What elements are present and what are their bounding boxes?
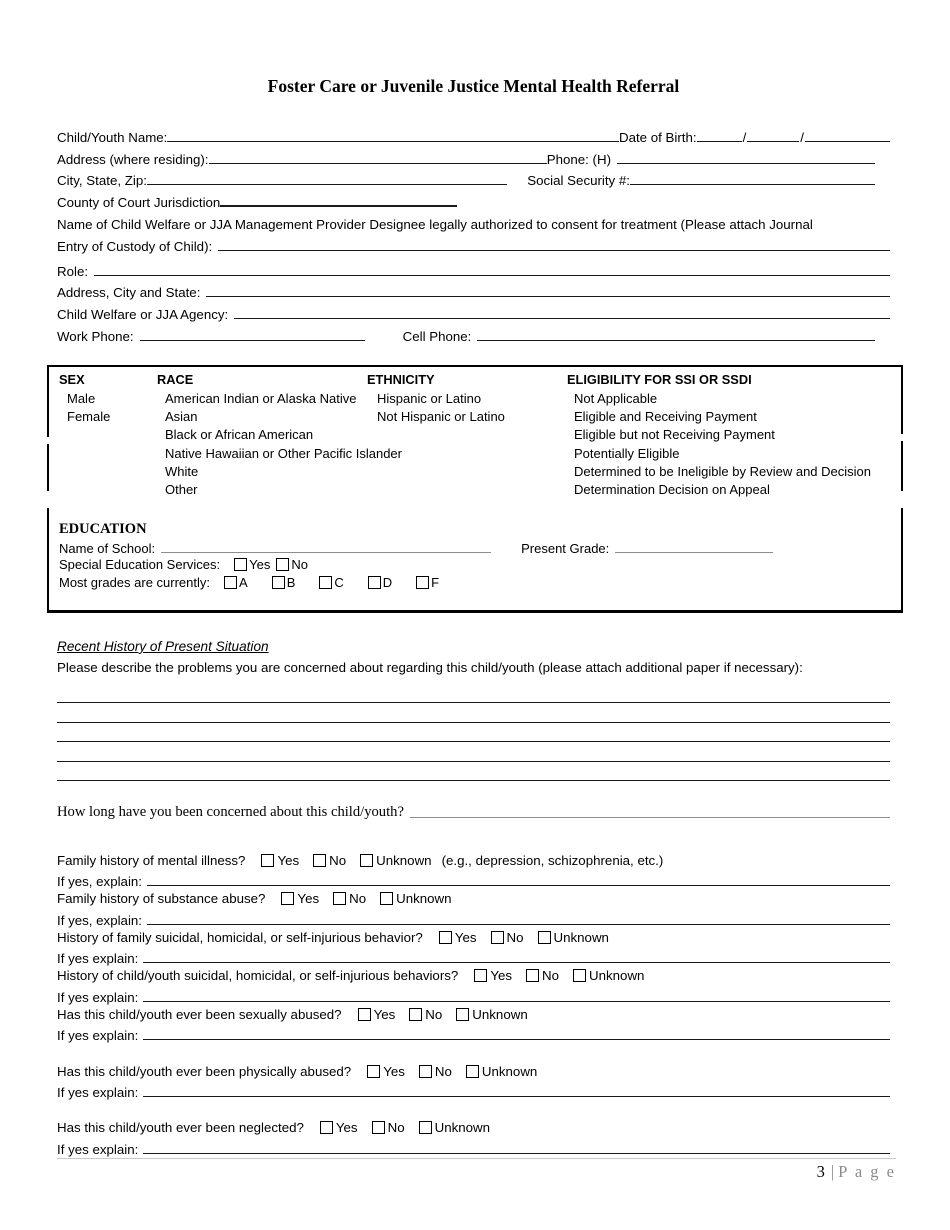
yes-checkbox[interactable]	[474, 969, 487, 982]
footer-separator: |	[830, 1162, 835, 1181]
role-label: Role:	[57, 263, 89, 279]
unknown-checkbox[interactable]	[456, 1008, 469, 1021]
dob-separator: /	[742, 129, 747, 145]
question-row	[57, 928, 890, 947]
question-label: History of child/youth suicidal, homicidal, or self-injurious behaviors?	[57, 968, 459, 984]
grade-c-checkbox[interactable]	[319, 576, 332, 589]
explain-line[interactable]	[143, 962, 890, 963]
school-line[interactable]	[161, 552, 491, 553]
explain-label: If yes explain:	[57, 989, 139, 1005]
child-name-label: Child/Youth Name:	[57, 129, 168, 145]
yes-checkbox[interactable]	[281, 892, 294, 905]
sex-option-female[interactable]: Female	[67, 409, 111, 425]
explain-label: If yes, explain:	[57, 912, 142, 928]
question-label: Has this child/youth ever been neglected?	[57, 1120, 304, 1136]
sped-yes-checkbox[interactable]	[234, 558, 247, 571]
no-label: No	[542, 968, 560, 984]
ethnicity-header: ETHNICITY	[367, 371, 435, 387]
explain-line[interactable]	[143, 1096, 890, 1097]
grade-b-checkbox[interactable]	[272, 576, 285, 589]
explain-row	[57, 908, 890, 927]
explain-label: If yes explain:	[57, 1028, 139, 1044]
unknown-label: Unknown	[472, 1006, 528, 1022]
field-row-address-phone	[57, 145, 875, 167]
question-label: Family history of substance abuse?	[57, 891, 266, 907]
no-checkbox[interactable]	[313, 854, 326, 867]
explain-label: If yes explain:	[57, 951, 139, 967]
no-label: No	[387, 1120, 405, 1136]
unknown-checkbox[interactable]	[380, 892, 393, 905]
race-option[interactable]: Native Hawaiian or Other Pacific Islander	[165, 445, 402, 461]
race-option[interactable]: Black or African American	[165, 427, 314, 443]
question-row	[57, 1118, 890, 1137]
grade-f-checkbox[interactable]	[416, 576, 429, 589]
no-checkbox[interactable]	[419, 1065, 432, 1078]
grade-c-label: C	[334, 575, 344, 591]
field-row-custody	[57, 232, 890, 254]
unknown-label: Unknown	[589, 968, 645, 984]
yes-label: Yes	[490, 968, 513, 984]
unknown-checkbox[interactable]	[419, 1121, 432, 1134]
no-checkbox[interactable]	[491, 931, 504, 944]
address-city-state-label: Address, City and State:	[57, 285, 201, 301]
school-label: Name of School:	[59, 540, 156, 556]
grades-row	[59, 574, 901, 592]
border-gap-right	[901, 434, 903, 441]
questions-section	[57, 850, 890, 1156]
concern-duration-line[interactable]	[410, 817, 890, 818]
unknown-checkbox[interactable]	[466, 1065, 479, 1078]
demographics-box	[47, 365, 903, 497]
field-row-phones	[57, 322, 875, 344]
work-phone-line[interactable]	[140, 340, 365, 341]
field-row-role	[57, 257, 890, 279]
address-line[interactable]	[209, 163, 547, 164]
yes-checkbox[interactable]	[261, 854, 274, 867]
grade-a-label: A	[239, 575, 248, 591]
eligibility-header: ELIGIBILITY FOR SSI OR SSDI	[567, 371, 752, 387]
race-option[interactable]: American Indian or Alaska Native	[165, 390, 357, 406]
sex-column	[59, 372, 157, 491]
city-state-zip-label: City, State, Zip:	[57, 173, 147, 189]
grade-b-label: B	[286, 575, 296, 591]
sped-label: Special Education Services:	[59, 557, 221, 573]
sped-yes-label: Yes	[249, 557, 271, 573]
eligibility-option[interactable]: Potentially Eligible	[574, 445, 680, 461]
sex-option-male[interactable]: Male	[67, 390, 96, 406]
question-label: Family history of mental illness?	[57, 852, 246, 868]
question-row	[57, 1005, 890, 1024]
grade-a-checkbox[interactable]	[224, 576, 237, 589]
page-footer	[57, 1158, 896, 1182]
page-title: Foster Care or Juvenile Justice Mental Health Referral	[267, 76, 680, 96]
phone-home-line[interactable]	[617, 163, 875, 164]
no-label: No	[349, 891, 367, 907]
explain-label: If yes explain:	[57, 1141, 139, 1157]
phone-home-label: Phone: (H)	[546, 151, 611, 167]
dob-separator: /	[800, 129, 804, 145]
dob-year-line[interactable]	[805, 141, 890, 142]
no-label: No	[329, 852, 347, 868]
yes-label: Yes	[373, 1006, 396, 1022]
writing-line[interactable]	[57, 762, 890, 782]
field-row-name-dob	[57, 123, 890, 145]
no-label: No	[506, 929, 524, 945]
no-label: No	[425, 1006, 443, 1022]
ethnicity-option[interactable]: Not Hispanic or Latino	[377, 409, 505, 425]
unknown-label: Unknown	[481, 1063, 538, 1079]
yes-checkbox[interactable]	[367, 1065, 380, 1078]
explain-line[interactable]	[147, 924, 890, 925]
child-name-line[interactable]	[167, 141, 619, 142]
consent-paragraph-line1	[57, 210, 890, 232]
question-label: Has this child/youth ever been sexually abused?	[57, 1006, 342, 1022]
grade-d-label: D	[382, 575, 393, 591]
eligibility-option[interactable]: Eligible but not Receiving Payment	[574, 427, 775, 443]
question-row	[57, 889, 890, 908]
race-option[interactable]: Asian	[165, 409, 198, 425]
education-box	[47, 508, 903, 613]
consent-text: Name of Child Welfare or JJA Management Provider Designee legally authorized to consent for treatment (Please attach Journal	[57, 216, 813, 232]
race-option[interactable]: Other	[165, 481, 198, 497]
ethnicity-column	[367, 372, 567, 491]
eligibility-option[interactable]: Not Applicable	[574, 390, 658, 406]
sped-row	[59, 556, 901, 574]
explain-line[interactable]	[143, 1039, 890, 1040]
field-row-agency	[57, 300, 890, 322]
field-row-county	[57, 188, 890, 210]
explain-label: If yes, explain:	[57, 874, 142, 890]
no-checkbox[interactable]	[333, 892, 346, 905]
city-state-zip-line[interactable]	[147, 184, 507, 185]
work-phone-label: Work Phone:	[57, 328, 134, 344]
present-grade-label: Present Grade:	[521, 540, 610, 556]
concern-duration-row	[57, 804, 890, 821]
border-gap-left	[47, 437, 49, 444]
grade-d-checkbox[interactable]	[368, 576, 381, 589]
sex-header: SEX	[59, 371, 85, 387]
unknown-label: Unknown	[376, 852, 432, 868]
eligibility-option[interactable]: Determination Decision on Appeal	[574, 481, 770, 497]
question-label: History of family suicidal, homicidal, or self-injurious behavior?	[57, 929, 423, 945]
footer-page-word: P a g e	[838, 1162, 896, 1181]
yes-label: Yes	[277, 852, 300, 868]
explain-line[interactable]	[143, 1153, 890, 1154]
race-header: RACE	[157, 371, 194, 387]
page-number: 3	[816, 1162, 825, 1181]
writing-line[interactable]	[57, 742, 890, 762]
explain-line[interactable]	[147, 885, 890, 886]
dob-month-line[interactable]	[697, 141, 742, 142]
question-row	[57, 850, 890, 869]
yes-label: Yes	[383, 1063, 405, 1079]
dob-day-line[interactable]	[747, 141, 799, 142]
eligibility-option[interactable]: Determined to be Ineligible by Review and Decision	[574, 463, 871, 479]
county-label: County of Court Jurisdiction	[57, 195, 221, 211]
explain-row	[57, 1137, 890, 1156]
education-header: EDUCATION	[59, 520, 147, 537]
writing-line[interactable]	[57, 703, 890, 723]
explain-row	[57, 1024, 890, 1043]
question-note: (e.g., depression, schizophrenia, etc.)	[441, 852, 664, 868]
yes-checkbox[interactable]	[358, 1008, 371, 1021]
no-checkbox[interactable]	[526, 969, 539, 982]
recent-history-prompt: Please describe the problems you are concerned about regarding this child/youth (please attach additional paper if necessary):	[57, 659, 803, 675]
yes-checkbox[interactable]	[320, 1121, 333, 1134]
sped-no-label: No	[291, 557, 308, 573]
eligibility-column	[567, 371, 901, 497]
address-label: Address (where residing):	[57, 151, 209, 167]
cell-phone-label: Cell Phone:	[402, 328, 472, 344]
explain-row	[57, 1081, 890, 1100]
explain-row	[57, 986, 890, 1005]
address-city-state-line[interactable]	[206, 296, 890, 297]
agency-label: Child Welfare or JJA Agency:	[57, 307, 229, 323]
writing-line[interactable]	[57, 723, 890, 743]
unknown-checkbox[interactable]	[538, 931, 551, 944]
question-label: Has this child/youth ever been physically abused?	[57, 1063, 352, 1079]
question-row	[57, 966, 890, 985]
unknown-label: Unknown	[553, 929, 609, 945]
unknown-checkbox[interactable]	[573, 969, 586, 982]
writing-line[interactable]	[57, 684, 890, 704]
ssn-line[interactable]	[630, 184, 875, 185]
county-line[interactable]	[220, 205, 457, 207]
unknown-label: Unknown	[434, 1120, 491, 1136]
field-row-address-city-state	[57, 279, 890, 301]
field-row-city-ssn	[57, 167, 875, 189]
grades-label: Most grades are currently:	[59, 575, 211, 591]
no-checkbox[interactable]	[372, 1121, 385, 1134]
cell-phone-line[interactable]	[477, 340, 875, 341]
dob-label: Date of Birth:	[618, 129, 697, 145]
education-school-row	[59, 538, 901, 556]
role-line[interactable]	[94, 275, 890, 276]
agency-line[interactable]	[234, 318, 890, 319]
yes-checkbox[interactable]	[439, 931, 452, 944]
no-checkbox[interactable]	[409, 1008, 422, 1021]
explain-row	[57, 947, 890, 966]
race-option[interactable]: White	[165, 463, 199, 479]
yes-label: Yes	[297, 891, 320, 907]
ethnicity-option[interactable]: Hispanic or Latino	[377, 390, 482, 406]
recent-history-heading: Recent History of Present Situation	[57, 638, 269, 654]
explain-line[interactable]	[143, 1001, 890, 1002]
question-row	[57, 1061, 890, 1080]
custody-line[interactable]	[218, 250, 890, 251]
ssn-label: Social Security #:	[527, 173, 630, 189]
explain-label: If yes explain:	[57, 1085, 139, 1101]
grade-f-label: F	[431, 575, 440, 591]
no-label: No	[434, 1063, 452, 1079]
explain-row	[57, 870, 890, 889]
present-grade-line[interactable]	[615, 552, 773, 553]
unknown-label: Unknown	[396, 891, 452, 907]
unknown-checkbox[interactable]	[360, 854, 373, 867]
yes-label: Yes	[454, 929, 477, 945]
yes-label: Yes	[335, 1120, 358, 1136]
custody-label: Entry of Custody of Child):	[57, 238, 213, 254]
sped-no-checkbox[interactable]	[276, 558, 289, 571]
concern-duration-label: How long have you been concerned about this child/youth?	[57, 804, 404, 821]
eligibility-option[interactable]: Eligible and Receiving Payment	[574, 409, 757, 425]
